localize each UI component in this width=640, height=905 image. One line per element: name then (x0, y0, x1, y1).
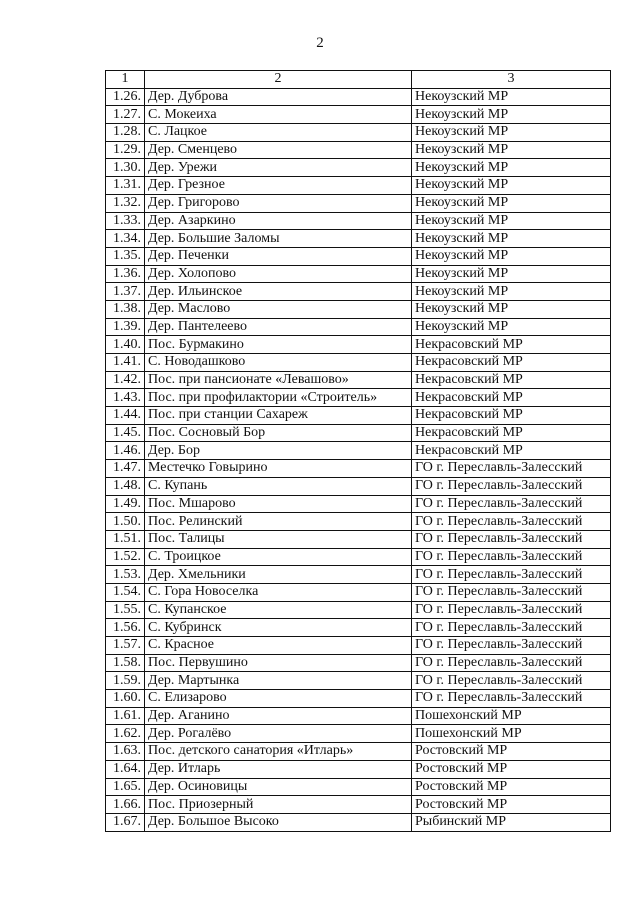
table-row (106, 548, 611, 566)
row-number-cell: 1.58. (106, 654, 145, 672)
settlement-name-cell: Дер. Азаркино (145, 212, 412, 230)
district-cell: ГО г. Переславль-Залесский (412, 495, 611, 513)
settlement-name-cell: Дер. Холопово (145, 265, 412, 283)
row-number-cell: 1.43. (106, 389, 145, 407)
table-row (106, 583, 611, 601)
settlement-name-cell: Дер. Печенки (145, 247, 412, 265)
district-cell: Некрасовский МР (412, 354, 611, 372)
district-cell: Некрасовский МР (412, 424, 611, 442)
row-number-cell: 1.42. (106, 371, 145, 389)
row-number-cell: 1.62. (106, 725, 145, 743)
district-cell: Некоузский МР (412, 318, 611, 336)
row-number-cell: 1.33. (106, 212, 145, 230)
district-cell: ГО г. Переславль-Залесский (412, 548, 611, 566)
table-row (106, 159, 611, 177)
table-row (106, 300, 611, 318)
table-row (106, 813, 611, 831)
table-row (106, 88, 611, 106)
district-cell: Некоузский МР (412, 283, 611, 301)
settlement-name-cell: Дер. Дуброва (145, 88, 412, 106)
settlement-name-cell: Дер. Осиновицы (145, 778, 412, 796)
row-number-cell: 1.30. (106, 159, 145, 177)
table-row (106, 637, 611, 655)
settlement-name-cell: С. Красное (145, 637, 412, 655)
table-row (106, 707, 611, 725)
table-row (106, 177, 611, 195)
district-cell: Некоузский МР (412, 177, 611, 195)
table-row (106, 619, 611, 637)
table-row (106, 336, 611, 354)
table-row (106, 725, 611, 743)
row-number-cell: 1.27. (106, 106, 145, 124)
district-cell: Ростовский МР (412, 743, 611, 761)
district-cell: Некоузский МР (412, 88, 611, 106)
row-number-cell: 1.50. (106, 513, 145, 531)
row-number-cell: 1.64. (106, 760, 145, 778)
table-row (106, 371, 611, 389)
row-number-cell: 1.44. (106, 407, 145, 425)
settlement-name-cell: Пос. при профилактории «Строитель» (145, 389, 412, 407)
district-cell: Некоузский МР (412, 106, 611, 124)
district-cell: Некоузский МР (412, 159, 611, 177)
district-cell: Некоузский МР (412, 212, 611, 230)
table-row (106, 460, 611, 478)
district-cell: Некоузский МР (412, 141, 611, 159)
settlement-name-cell: Дер. Хмельники (145, 566, 412, 584)
table-row (106, 513, 611, 531)
district-cell: Некоузский МР (412, 124, 611, 142)
district-cell: Некоузский МР (412, 265, 611, 283)
row-number-cell: 1.32. (106, 194, 145, 212)
settlement-name-cell: Дер. Рогалёво (145, 725, 412, 743)
table-row (106, 407, 611, 425)
column-header-1: 1 (106, 71, 145, 89)
district-cell: ГО г. Переславль-Залесский (412, 690, 611, 708)
row-number-cell: 1.40. (106, 336, 145, 354)
district-cell: Пошехонский МР (412, 707, 611, 725)
settlement-name-cell: С. Троицкое (145, 548, 412, 566)
table-row (106, 530, 611, 548)
table-row (106, 247, 611, 265)
row-number-cell: 1.67. (106, 813, 145, 831)
table-body (106, 88, 611, 831)
settlement-name-cell: Дер. Большие Заломы (145, 230, 412, 248)
settlement-name-cell: Пос. Мшарово (145, 495, 412, 513)
row-number-cell: 1.59. (106, 672, 145, 690)
district-cell: ГО г. Переславль-Залесский (412, 654, 611, 672)
district-cell: ГО г. Переславль-Залесский (412, 583, 611, 601)
row-number-cell: 1.39. (106, 318, 145, 336)
row-number-cell: 1.28. (106, 124, 145, 142)
district-cell: Некоузский МР (412, 247, 611, 265)
table-row (106, 124, 611, 142)
table-row (106, 672, 611, 690)
settlement-name-cell: С. Купанское (145, 601, 412, 619)
settlement-name-cell: Местечко Говырино (145, 460, 412, 478)
table-row (106, 212, 611, 230)
district-cell: Некрасовский МР (412, 389, 611, 407)
row-number-cell: 1.51. (106, 530, 145, 548)
table-row (106, 778, 611, 796)
settlement-name-cell: С. Лацкое (145, 124, 412, 142)
settlement-name-cell: Дер. Маслово (145, 300, 412, 318)
table-row (106, 743, 611, 761)
district-cell: Некоузский МР (412, 194, 611, 212)
row-number-cell: 1.29. (106, 141, 145, 159)
district-cell: Некоузский МР (412, 230, 611, 248)
settlement-name-cell: Дер. Урежи (145, 159, 412, 177)
settlement-name-cell: С. Новодашково (145, 354, 412, 372)
district-cell: Ростовский МР (412, 778, 611, 796)
settlement-name-cell: С. Мокеиха (145, 106, 412, 124)
row-number-cell: 1.34. (106, 230, 145, 248)
row-number-cell: 1.61. (106, 707, 145, 725)
district-cell: Некрасовский МР (412, 407, 611, 425)
district-cell: Рыбинский МР (412, 813, 611, 831)
district-cell: ГО г. Переславль-Залесский (412, 672, 611, 690)
settlement-name-cell: Пос. детского санатория «Итларь» (145, 743, 412, 761)
column-header-2: 2 (145, 71, 412, 89)
table-row (106, 477, 611, 495)
district-cell: Ростовский МР (412, 796, 611, 814)
row-number-cell: 1.56. (106, 619, 145, 637)
settlement-name-cell: Пос. Бурмакино (145, 336, 412, 354)
table-row (106, 106, 611, 124)
row-number-cell: 1.45. (106, 424, 145, 442)
settlement-name-cell: С. Купань (145, 477, 412, 495)
row-number-cell: 1.46. (106, 442, 145, 460)
column-header-3: 3 (412, 71, 611, 89)
row-number-cell: 1.38. (106, 300, 145, 318)
row-number-cell: 1.31. (106, 177, 145, 195)
settlement-name-cell: Пос. при станции Сахареж (145, 407, 412, 425)
row-number-cell: 1.26. (106, 88, 145, 106)
table-row (106, 194, 611, 212)
row-number-cell: 1.35. (106, 247, 145, 265)
district-cell: Некрасовский МР (412, 442, 611, 460)
district-cell: ГО г. Переславль-Залесский (412, 513, 611, 531)
settlement-name-cell: Дер. Мартынка (145, 672, 412, 690)
settlement-name-cell: Пос. Сосновый Бор (145, 424, 412, 442)
settlement-name-cell: Дер. Грезное (145, 177, 412, 195)
district-cell: Некрасовский МР (412, 336, 611, 354)
table-row (106, 495, 611, 513)
row-number-cell: 1.57. (106, 637, 145, 655)
table-row (106, 760, 611, 778)
settlement-name-cell: Пос. Релинский (145, 513, 412, 531)
table-row (106, 265, 611, 283)
table-row (106, 389, 611, 407)
settlement-name-cell: Пос. Первушино (145, 654, 412, 672)
district-cell: Ростовский МР (412, 760, 611, 778)
settlement-name-cell: Дер. Ильинское (145, 283, 412, 301)
table-row (106, 796, 611, 814)
table-row (106, 354, 611, 372)
settlement-name-cell: Дер. Сменцево (145, 141, 412, 159)
table-row (106, 283, 611, 301)
page-number: 2 (316, 35, 324, 51)
district-cell: ГО г. Переславль-Залесский (412, 619, 611, 637)
district-cell: Некрасовский МР (412, 371, 611, 389)
table-row (106, 424, 611, 442)
table-row (106, 141, 611, 159)
table-row (106, 230, 611, 248)
district-cell: Некоузский МР (412, 300, 611, 318)
row-number-cell: 1.47. (106, 460, 145, 478)
table-row (106, 442, 611, 460)
settlement-name-cell: Дер. Григорово (145, 194, 412, 212)
district-cell: Пошехонский МР (412, 725, 611, 743)
row-number-cell: 1.60. (106, 690, 145, 708)
row-number-cell: 1.63. (106, 743, 145, 761)
settlement-name-cell: Пос. Приозерный (145, 796, 412, 814)
row-number-cell: 1.48. (106, 477, 145, 495)
row-number-cell: 1.37. (106, 283, 145, 301)
settlement-name-cell: Дер. Аганино (145, 707, 412, 725)
settlement-name-cell: Дер. Большое Высоко (145, 813, 412, 831)
table-header-row (106, 71, 611, 89)
district-cell: ГО г. Переславль-Залесский (412, 637, 611, 655)
district-cell: ГО г. Переславль-Залесский (412, 530, 611, 548)
table-row (106, 654, 611, 672)
settlement-name-cell: Дер. Итларь (145, 760, 412, 778)
settlement-name-cell: С. Кубринск (145, 619, 412, 637)
row-number-cell: 1.52. (106, 548, 145, 566)
settlement-name-cell: С. Елизарово (145, 690, 412, 708)
settlement-name-cell: Пос. Талицы (145, 530, 412, 548)
table-row (106, 566, 611, 584)
table-row (106, 690, 611, 708)
settlements-table (105, 70, 611, 832)
row-number-cell: 1.66. (106, 796, 145, 814)
district-cell: ГО г. Переславль-Залесский (412, 601, 611, 619)
table-row (106, 601, 611, 619)
table-row (106, 318, 611, 336)
settlement-name-cell: Пос. при пансионате «Левашово» (145, 371, 412, 389)
district-cell: ГО г. Переславль-Залесский (412, 477, 611, 495)
row-number-cell: 1.36. (106, 265, 145, 283)
row-number-cell: 1.53. (106, 566, 145, 584)
settlement-name-cell: С. Гора Новоселка (145, 583, 412, 601)
row-number-cell: 1.41. (106, 354, 145, 372)
settlement-name-cell: Дер. Пантелеево (145, 318, 412, 336)
row-number-cell: 1.49. (106, 495, 145, 513)
district-cell: ГО г. Переславль-Залесский (412, 460, 611, 478)
district-cell: ГО г. Переславль-Залесский (412, 566, 611, 584)
row-number-cell: 1.54. (106, 583, 145, 601)
settlement-name-cell: Дер. Бор (145, 442, 412, 460)
row-number-cell: 1.65. (106, 778, 145, 796)
row-number-cell: 1.55. (106, 601, 145, 619)
